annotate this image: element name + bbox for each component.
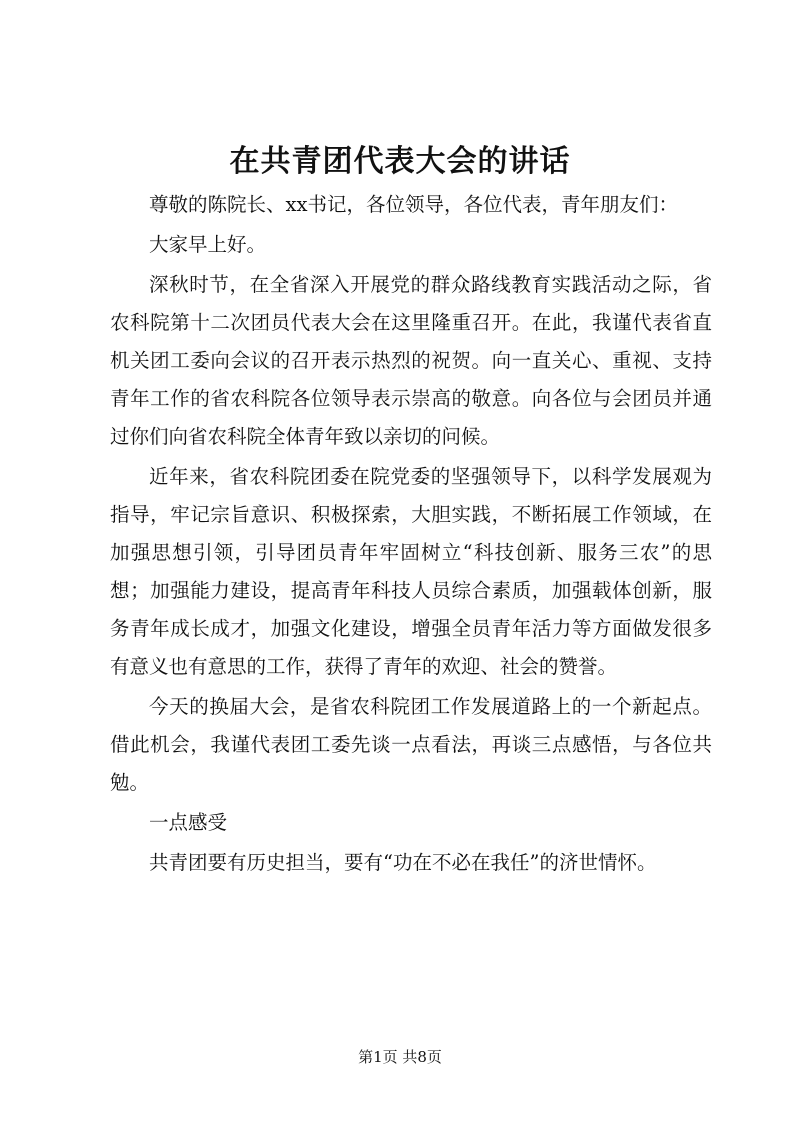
paragraph-congratulation: 深秋时节，在全省深入开展党的群众路线教育实践活动之际，省农科院第十二次团员代表大会在这里隆重召开。在此，我谨代表省直机关团工委向会议的召开表示热烈的祝贺。向一直关心、重视、支持青年工作的省农科院各位领导表示崇高的敬意。向各位与会团员并通过你们向省农科院全体青年致以亲切的问候。: [110, 273, 712, 448]
paragraph-new-starting-point: 今天的换届大会，是省农科院团工作发展道路上的一个新起点。借此机会，我谨代表团工委先谈一点看法，再谈三点感悟，与各位共勉。: [110, 695, 712, 794]
paragraph-greeting: 大家早上好。: [149, 233, 267, 256]
section-heading: 一点感受: [149, 811, 228, 834]
paragraph-salutation: 尊敬的陈院长、xx书记，各位领导，各位代表，青年朋友们：: [149, 193, 678, 216]
document-body: [110, 186, 712, 884]
paragraph-historical-responsibility: 共青团要有历史担当，要有“功在不必在我任”的济世情怀。: [149, 851, 657, 874]
paragraph-achievements: 近年来，省农科院团委在院党委的坚强领导下，以科学发展观为指导，牢记宗旨意识、积极探索，大胆实践，不断拓展工作领域，在加强思想引领，引导团员青年牢固树立“科技创新、服务三农”的思想；加强能力建设，提高青年科技人员综合素质，加强载体创新，服务青年成长成才，加强文化建设，增强全员青年活力等方面做发很多有意义也有意思的工作，获得了青年的欢迎、社会的赞誉。: [110, 465, 712, 678]
document-title: 在共青团代表大会的讲话: [229, 144, 571, 179]
page-number-footer: 第1页 共8页: [358, 1048, 442, 1066]
